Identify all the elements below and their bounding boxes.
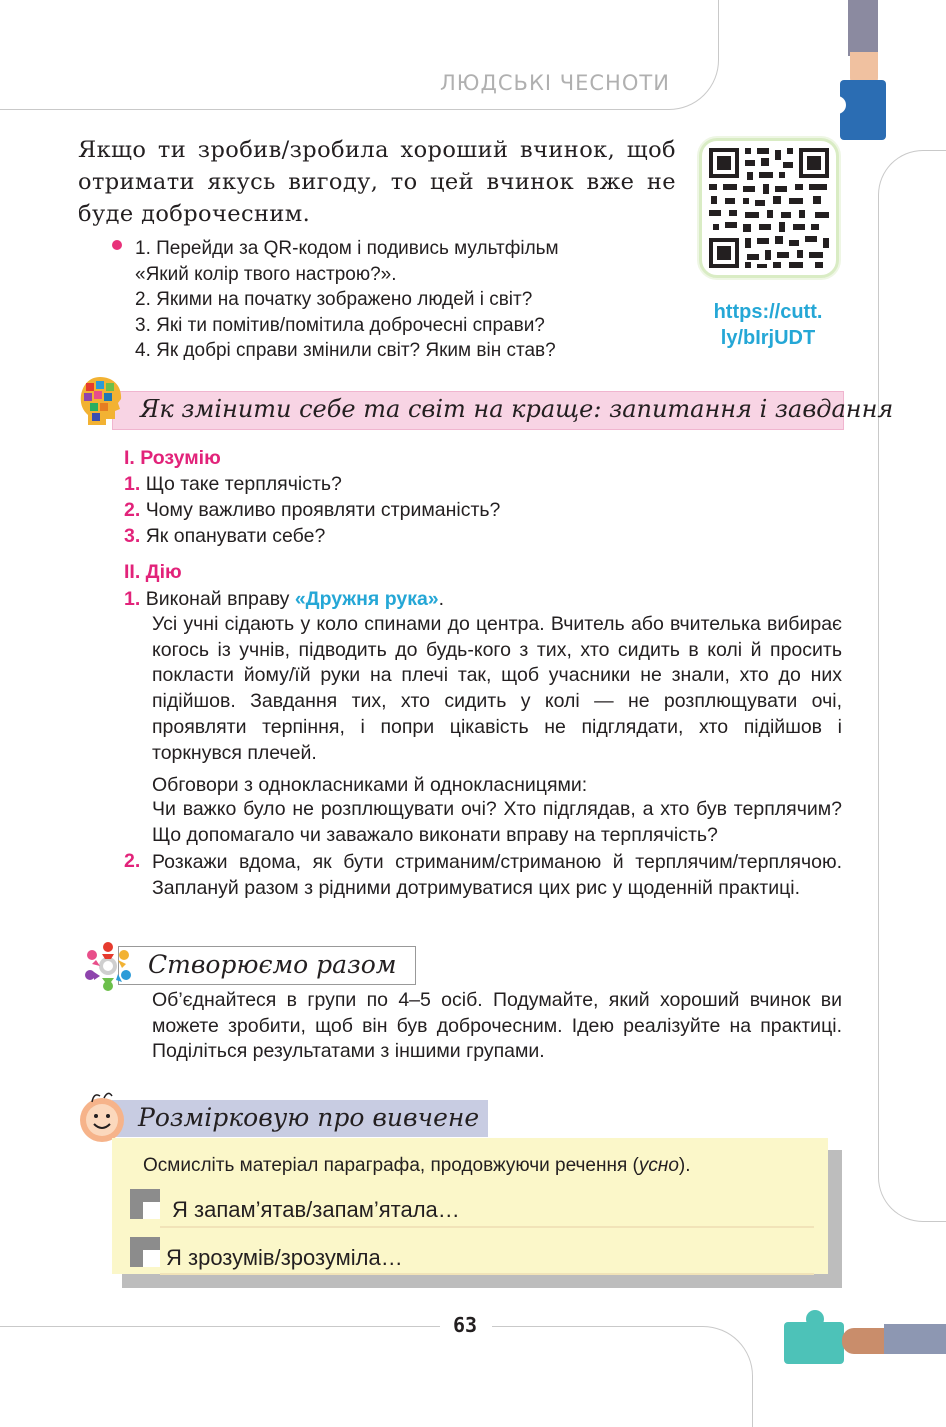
instruction-suffix: ). — [678, 1155, 691, 1176]
discuss-questions: Чи важко було не розплющувати очі? Хто підглядав, а хто був терплячим? Що допомагало чи заважало виконати вправу на терплячість? — [152, 798, 842, 846]
act-item-2-text: Розкажи вдома, як бути стриманим/стриманою й терплячим/терплячою. Заплануй разом з рідними дотримуватися цих рис у щоденній практиці. — [152, 851, 842, 899]
writing-line — [160, 1226, 814, 1228]
understand-heading: І. Розумію — [124, 447, 221, 469]
reflection-checkbox-2[interactable] — [130, 1237, 160, 1267]
reflection-instruction — [143, 1155, 691, 1177]
video-questions — [135, 236, 675, 364]
discuss-intro: Обговори з однокласниками й однокласницями: — [152, 774, 588, 796]
right-margin-frame — [878, 150, 946, 1222]
act-item-1 — [124, 586, 444, 612]
item-number: 3. — [124, 525, 141, 547]
intro-text: Якщо ти зробив/зробила хороший вчинок, щоб отримати якусь вигоду, то цей вчинок вже не буде доброчесним. — [78, 137, 676, 227]
puzzle-top-knob — [828, 96, 846, 114]
qr-link-line1: https://cutt. — [713, 301, 823, 323]
footer-line-left — [0, 1326, 440, 1327]
writing-line — [160, 1273, 814, 1275]
people-circle-icon — [78, 938, 138, 994]
qr-link[interactable] — [692, 299, 844, 351]
create-together-title: Створюємо разом — [148, 950, 397, 979]
puzzle-bottom-icon — [784, 1322, 844, 1364]
video-question-line: 3. Які ти помітив/помітила доброчесні справи? — [135, 314, 545, 336]
exercise-description: Усі учні сідають у коло спинами до центра. Вчитель або вчителька вибирає когось із учнів, підводить до будь-кого з тих, хто сидить в колі й просить покласти йому/їй руки на плечі так, щоб учасники не знали, хто до них підійшов. Завдання тих, хто сидить у колі — не розплющувати очі, проявляти терпіння, і попри цікавість не підглядати, хто підійшов і торкнувся плечей. — [152, 613, 842, 764]
reflection-line-1: Я запам’ятав/запам’ятала… — [172, 1197, 460, 1222]
reflect-title: Розмірковую про вивчене — [138, 1103, 480, 1132]
chapter-title: ЛЮДСЬКІ ЧЕСНОТИ — [440, 71, 670, 95]
item-text: Що таке терплячість? — [145, 473, 342, 495]
understand-item-3 — [124, 523, 325, 549]
puzzle-top-icon — [840, 80, 886, 140]
item-text: Виконай вправу — [145, 588, 295, 610]
sleeve-top — [848, 0, 878, 56]
instruction-italic: усно — [638, 1155, 679, 1176]
qr-code-graphic — [702, 141, 836, 275]
reflection-line-2: Я зрозумів/зрозуміла… — [166, 1245, 403, 1270]
video-question-line: 4. Як добрі справи змінили світ? Яким він став? — [135, 340, 556, 362]
video-question-line: 1. Перейди за QR-кодом і подивись мультфільм — [135, 238, 559, 259]
sleeve-bottom — [884, 1324, 946, 1354]
item-number: 1. — [124, 473, 141, 495]
reflection-checkbox-1[interactable] — [130, 1189, 160, 1219]
item-text: Як опанувати себе? — [145, 525, 326, 547]
hand-bottom — [842, 1328, 890, 1354]
smiling-face-icon — [78, 1088, 128, 1144]
understand-item-1 — [124, 471, 342, 497]
exercise-name: «Дружня рука» — [294, 588, 439, 610]
act-item-2-number: 2. — [124, 850, 141, 872]
item-number: 1. — [124, 588, 141, 610]
footer-frame-right — [492, 1326, 753, 1427]
create-together-text: Об’єднайтеся в групи по 4–5 осіб. Подумайте, який хороший вчинок ви можете зробити, щоб він був доброчесним. Ідею реалізуйте на практиці. Поділіться результатами з іншими групами. — [152, 989, 842, 1063]
video-question-line: «Який колір твого настрою?». — [135, 263, 397, 285]
act-heading: ІІ. Дію — [124, 561, 182, 583]
qr-link-line2: ly/bIrjUDT — [720, 327, 816, 349]
page-number: 63 — [452, 1313, 478, 1337]
section-title: Як змінити себе та світ на краще: запитання і завдання — [140, 395, 894, 423]
qr-code-icon[interactable] — [699, 138, 839, 278]
item-suffix: . — [438, 588, 445, 610]
item-number: 2. — [124, 499, 141, 521]
bullet-dot — [112, 240, 122, 250]
item-text: Чому важливо проявляти стриманість? — [145, 499, 501, 521]
understand-item-2 — [124, 497, 500, 523]
video-question-line: 2. Якими на початку зображено людей і світ? — [135, 289, 533, 311]
instruction-text: Осмисліть матеріал параграфа, продовжуючи речення ( — [143, 1155, 639, 1176]
head-colorful-icon — [78, 375, 124, 427]
